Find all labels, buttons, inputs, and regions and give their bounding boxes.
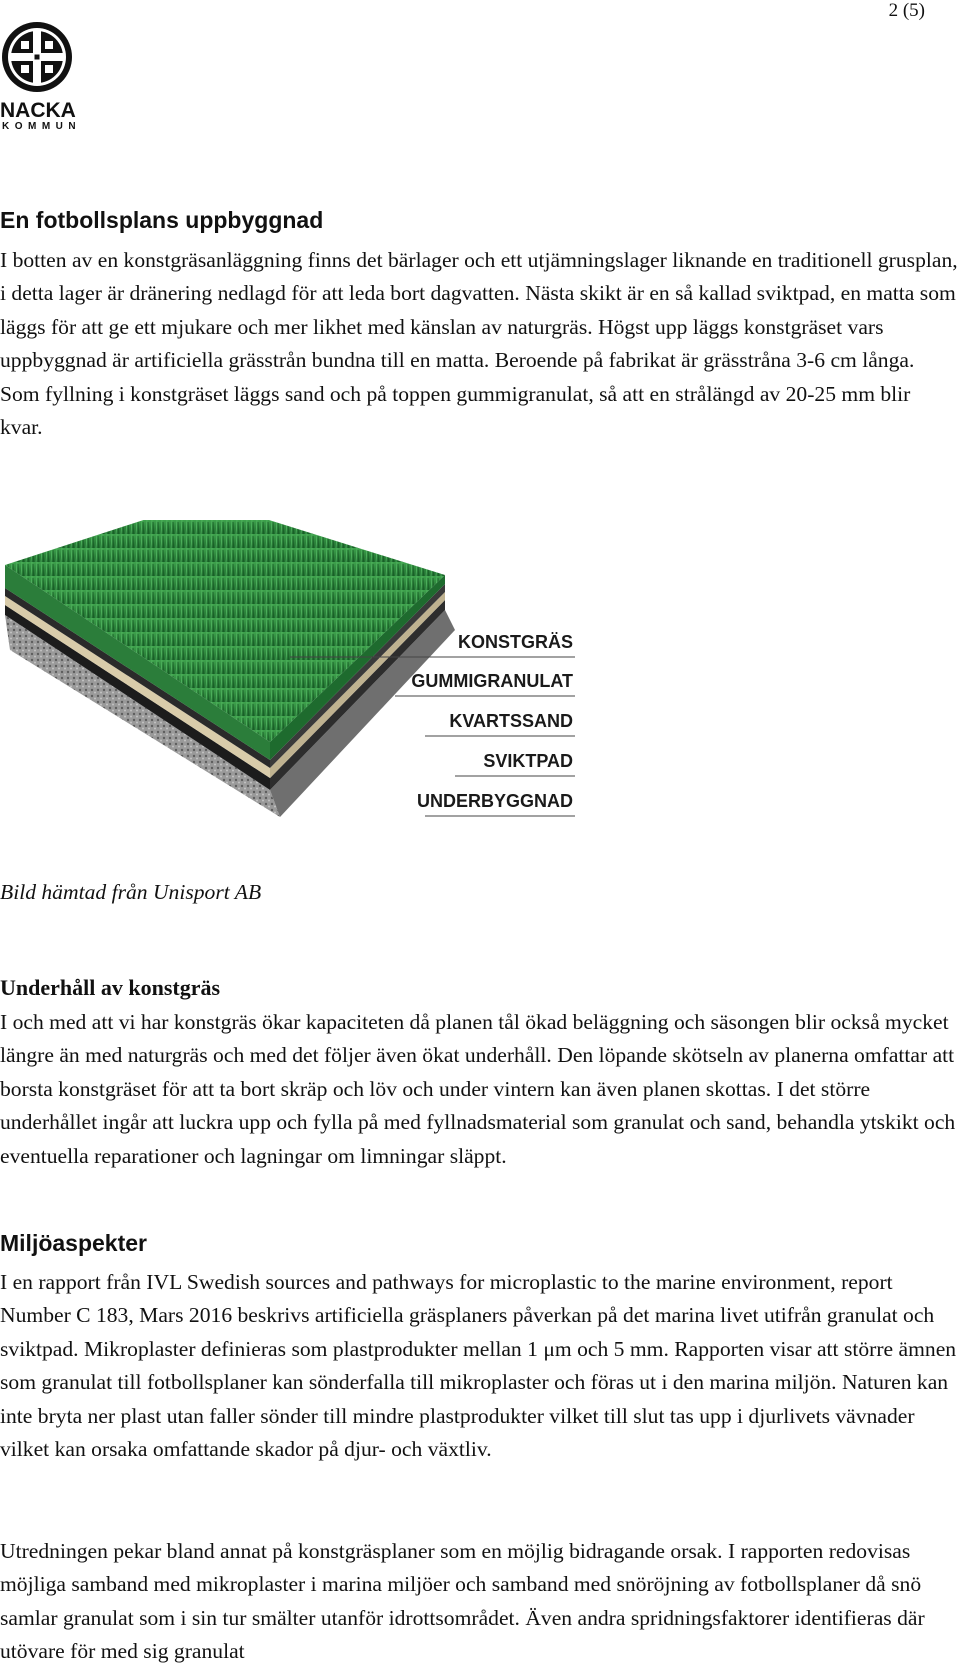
section-text-construction: I botten av en konstgräsanläggning finns det bärlager och ett utjämningslager liknande en traditionell grusplan, i detta lager är dränering nedlagd för att leda bort dagvatten. Nästa skikt är en så kallad sviktpad, en matta som läggs för att ge ett mjukare och mer likhet med känslan av naturgräs. Högst upp läggs konstgräset vars uppbyggnad är artificiella grässtrån bundna till en matta. Beroende på fabrikat är grässtråna 3-6 cm långa. Som fyllning i konstgräset läggs sand och på toppen gummigranulat, så att en strålängd av 20-25 mm blir kvar. xyxy=(0,248,958,440)
section-text-environment-2: Utredningen pekar bland annat på konstgräsplaner som en möjlig bidragande orsak. I rapporten redovisas möjliga samband med mikroplaster i marina miljöer och samband med snöröjning av fotbollsplaner då snö samlar granulat som i sin tur smälter utanför idrottsområdet. Även andra spridningsfaktorer identifieras där utövare för med sig granulat xyxy=(0,1539,925,1664)
label-konstgras: KONSTGRÄS xyxy=(457,632,573,652)
label-kvartssand: KVARTSSAND xyxy=(449,711,573,731)
turf-layers-figure xyxy=(0,520,600,875)
label-gummigranulat: GUMMIGRANULAT xyxy=(411,671,573,691)
label-underbyggnad: UNDERBYGGNAD xyxy=(416,791,573,811)
section-text-maintenance: I och med att vi har konstgräs ökar kapaciteten då planen tål ökad beläggning och säsongen blir också mycket längre än med naturgräs och med det följer även ökat underhåll. Den löpande skötseln av planerna omfattar att borsta konstgräset för att ta bort skräp och löv och under vintern kan även planen skottas. I det större underhållet ingår att luckra upp och fylla på med fyllnadsmaterial som granulat och sand, behandla ytskikt och eventuella reparationer och lagningar om limningar släppt. xyxy=(0,1010,956,1168)
section-title-construction: En fotbollsplans uppbyggnad xyxy=(0,207,324,233)
page-number: 2 (5) xyxy=(888,0,925,21)
logo-name-line2: KOMMUN xyxy=(2,121,82,132)
label-sviktpad: SVIKTPAD xyxy=(483,751,573,771)
figure-caption: Bild hämtad från Unisport AB xyxy=(0,880,262,904)
section-title-maintenance: Underhåll av konstgräs xyxy=(0,975,221,1000)
section-title-environment: Miljöaspekter xyxy=(0,1230,147,1256)
section-text-environment-1: I en rapport från IVL Swedish sources and pathways for microplastic to the marine environment, report Number C 183, Mars 2016 beskrivs artificiella gräsplaners påverkan på det marina livet utifrån granulat och sviktpad. Mikroplaster definieras som plastprodukter mellan 1 μm och 5 mm. Rapporten visar att större ämnen som granulat till fotbollsplaner kan sönderfalla till mikroplaster och föras ut i den marina miljön. Naturen kan inte bryta ner plast utan faller sönder till mindre plastprodukter vilket till slut tas upp i djurlivets vävnader vilket kan orsaka omfattande skador på djur- och växtliv. xyxy=(0,1270,957,1462)
logo-name-line1: NACKA xyxy=(0,99,76,122)
